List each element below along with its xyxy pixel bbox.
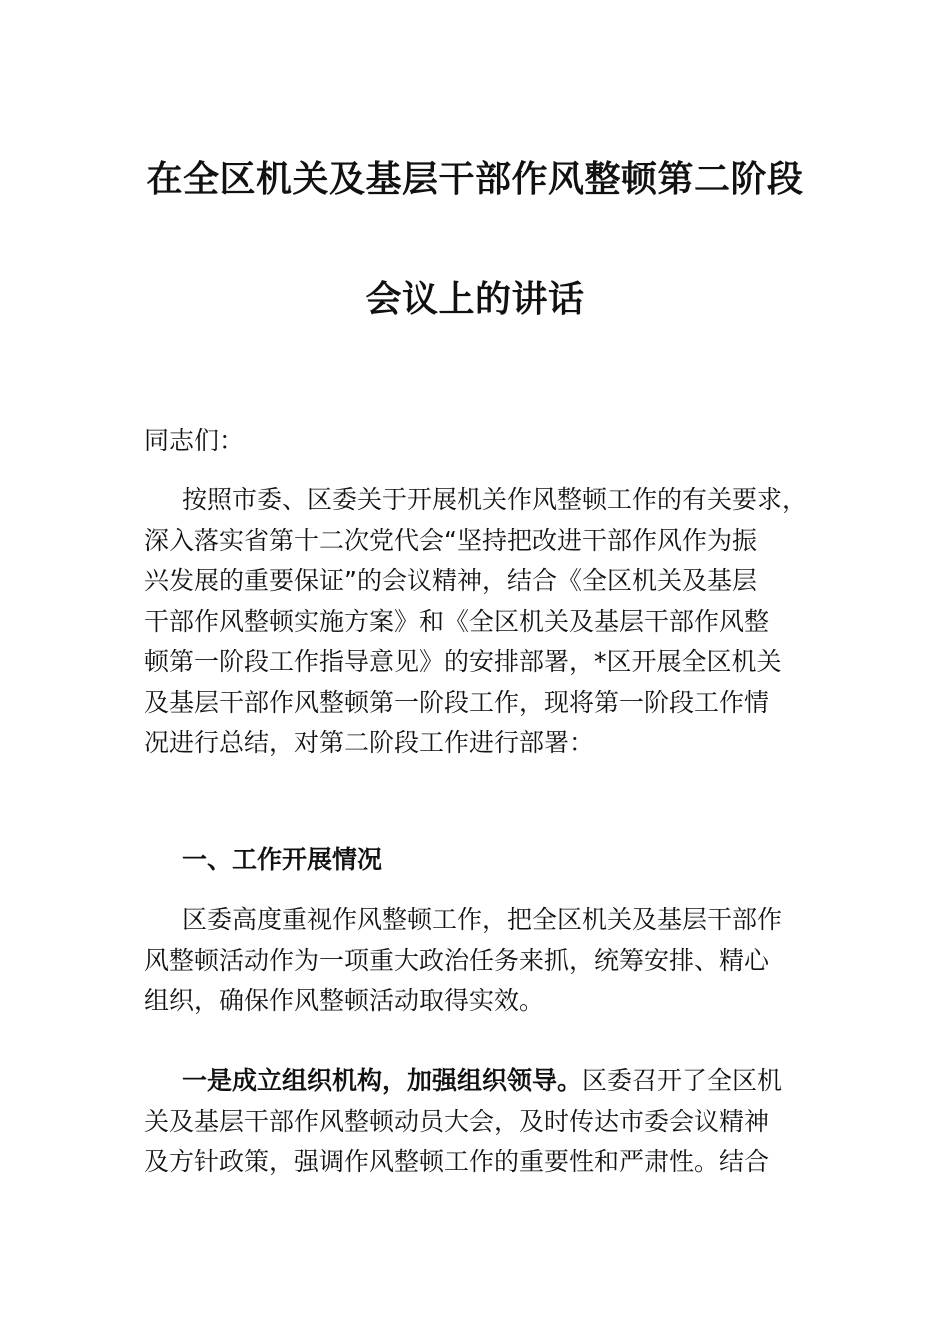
intro-paragraph: [144, 480, 814, 764]
paragraph-line: 况进行总结，对第二阶段工作进行部署：: [144, 728, 595, 757]
paragraph-line: 组织，确保作风整顿活动取得实效。: [144, 986, 545, 1015]
section-heading: [144, 840, 814, 881]
salutation-text: 同志们：: [144, 426, 245, 455]
paragraph-line: [144, 1061, 814, 1102]
paragraph-line: 按照市委、区委关于开展机关作风整顿工作的有关要求，: [182, 485, 808, 514]
paragraph-line: 风整顿活动作为一项重大政治任务来抓，统筹安排、精心: [144, 945, 770, 975]
section-1-heading: 一、工作开展情况: [182, 845, 383, 874]
paragraph-line: 深入落实省第十二次党代会“坚持把改进干部作风作为振: [144, 525, 757, 555]
section-1-paragraph: [144, 900, 814, 1022]
paragraph-line: 干部作风整顿实施方案》和《全区机关及基层干部作风整: [144, 606, 770, 636]
paragraph-line: 顿第一阶段工作指导意见》的安排部署，*区开展全区机关: [144, 647, 782, 676]
salutation: [144, 421, 814, 462]
paragraph-line: 区委高度重视作风整顿工作，把全区机关及基层干部作: [182, 905, 783, 934]
point-1-paragraph: [144, 1061, 814, 1183]
paragraph-line: 兴发展的重要保证”的会议精神，结合《全区机关及基层: [144, 566, 757, 595]
point-1-first-rest: 区委召开了全区机: [582, 1066, 783, 1095]
point-1-lead: 一是成立组织机构，加强组织领导。: [182, 1066, 583, 1095]
paragraph-line: 及基层干部作风整顿第一阶段工作，现将第一阶段工作情: [144, 687, 770, 717]
document-title-line-1: 在全区机关及基层干部作风整顿第二阶段: [146, 159, 804, 200]
document-title-line-2: 会议上的讲话: [365, 279, 585, 320]
paragraph-line: 关及基层干部作风整顿动员大会，及时传达市委会议精神: [144, 1106, 770, 1136]
paragraph-line: 及方针政策，强调作风整顿工作的重要性和严肃性。结合: [144, 1147, 770, 1176]
